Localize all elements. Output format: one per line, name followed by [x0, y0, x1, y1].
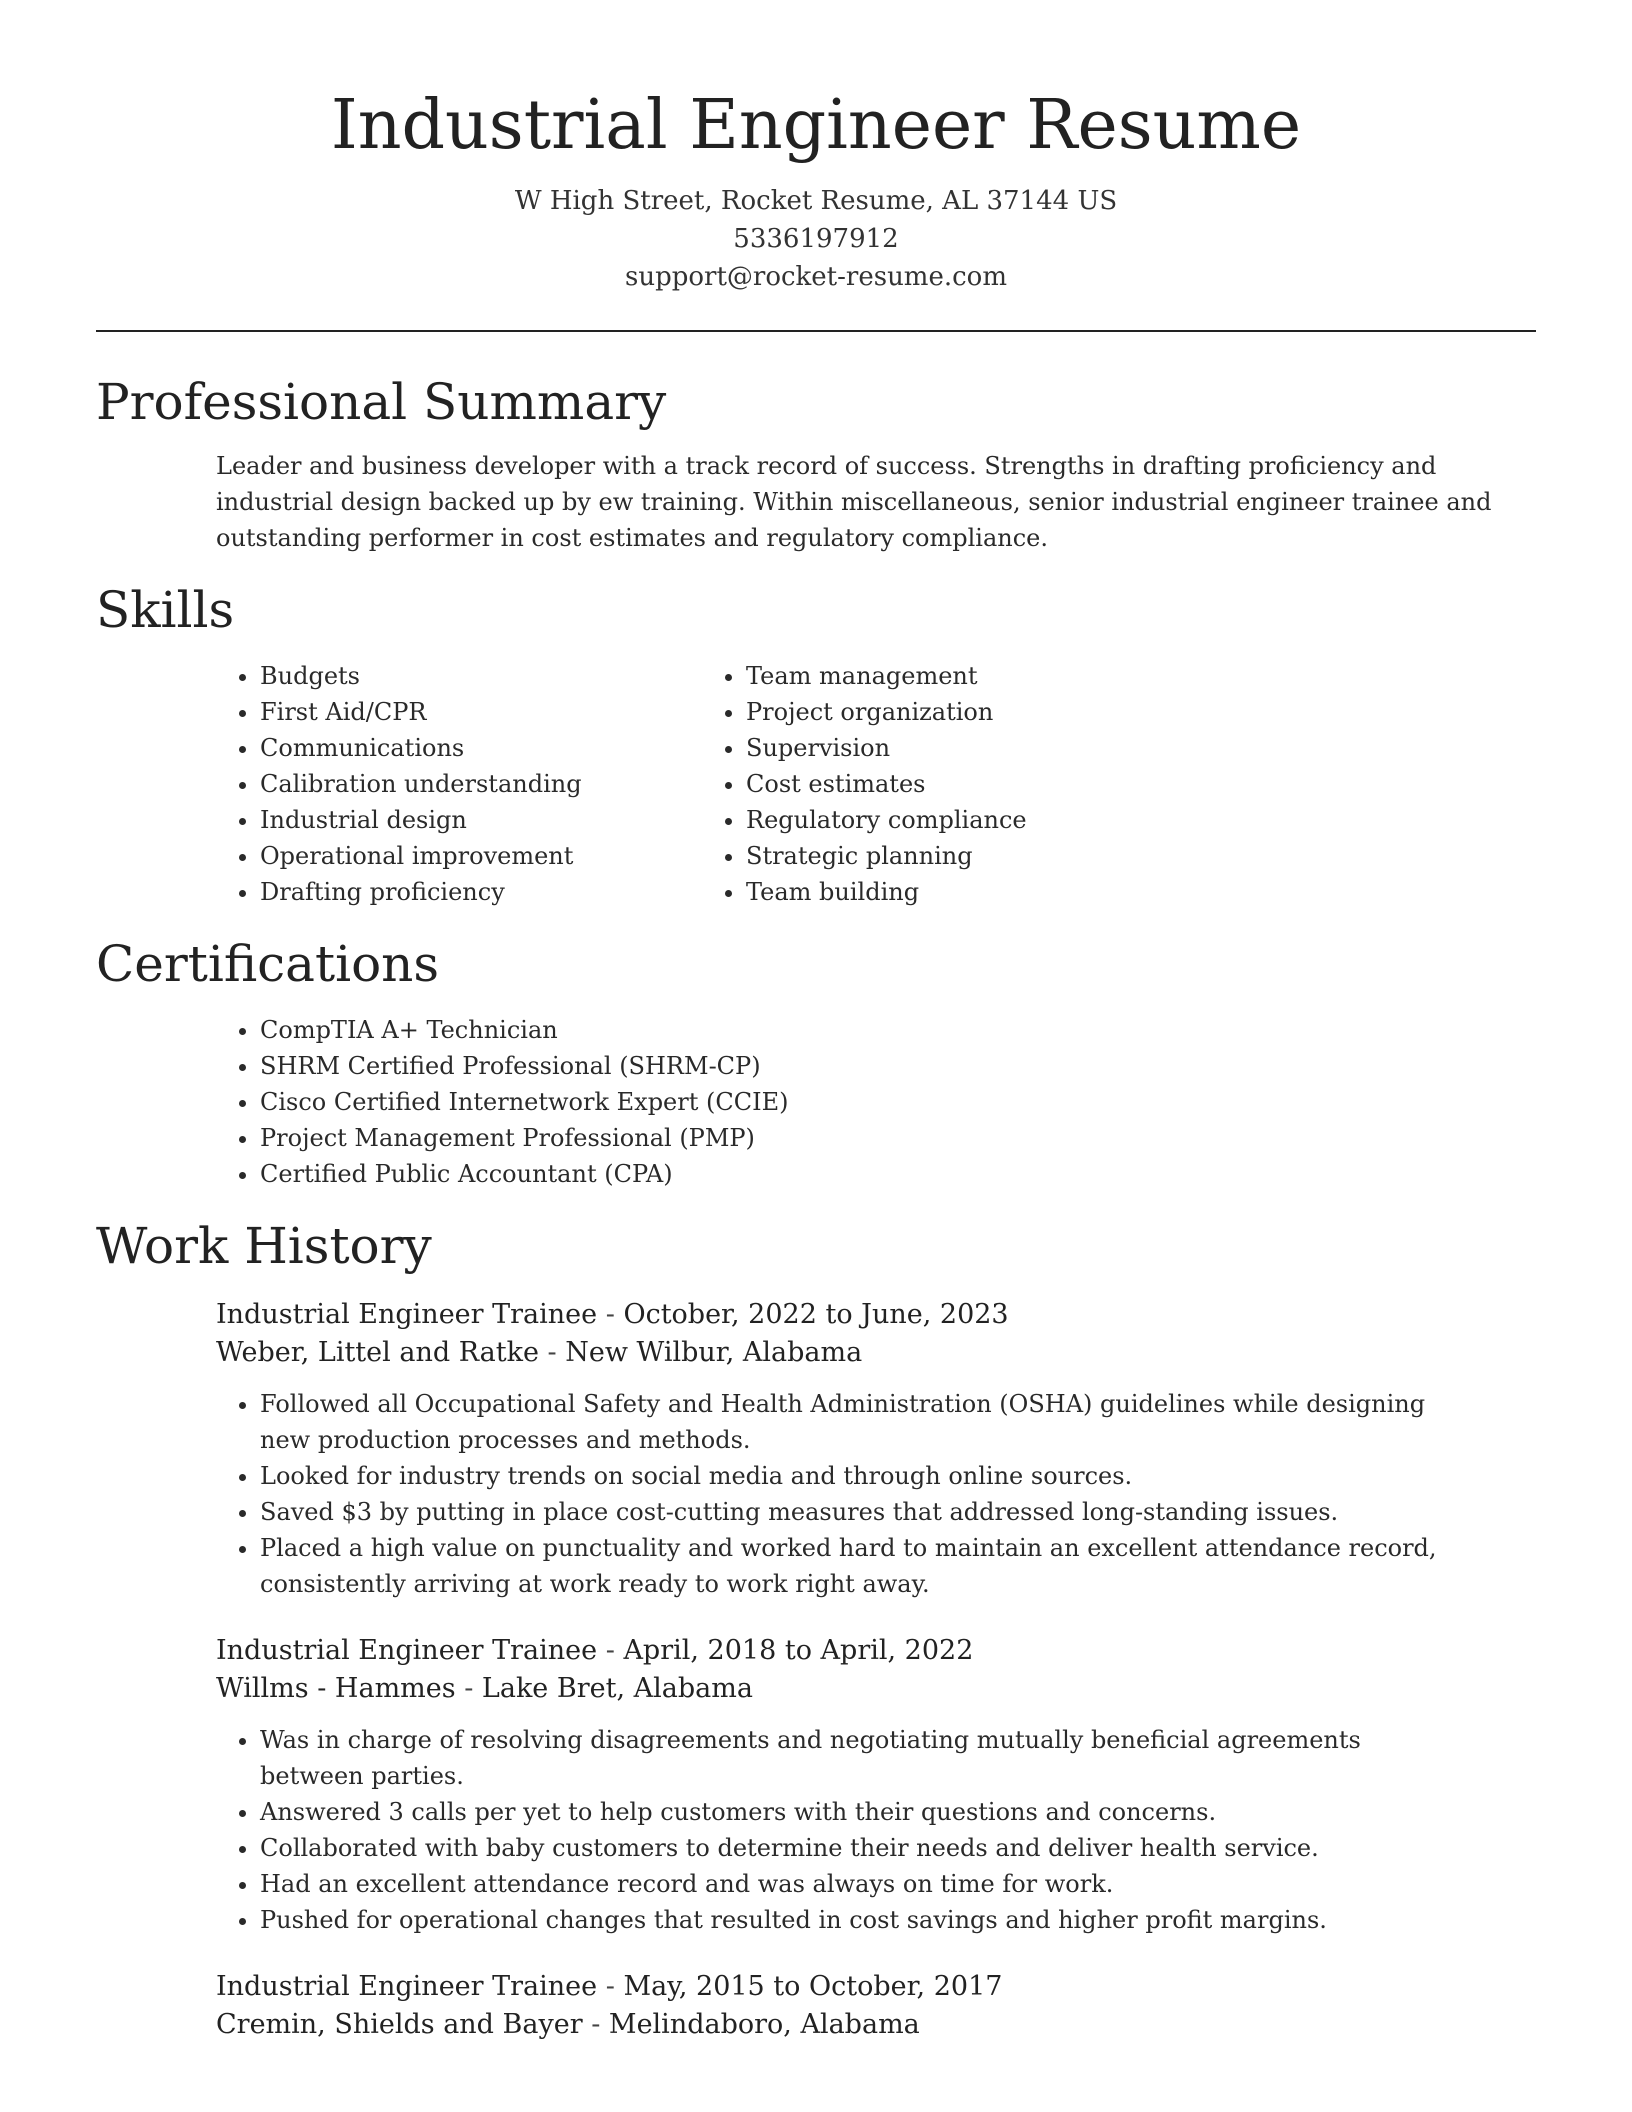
job-separator: -	[455, 1673, 482, 1704]
skill-item: • Strategic planning	[746, 838, 1396, 874]
contact-block	[96, 182, 1536, 296]
job-company-line	[216, 1670, 1536, 1708]
job-entry	[216, 1296, 1536, 1602]
skill-item: • Operational improvement	[260, 838, 746, 874]
skills-left-list	[96, 658, 746, 910]
job-separator: -	[597, 1971, 624, 2002]
skill-item: • Drafting proficiency	[260, 874, 746, 910]
header-divider	[96, 330, 1536, 332]
job-company: Willms - Hammes	[216, 1673, 456, 1704]
job-bullet: • Saved $3 by putting in place cost-cutting measures that addressed long-standing issues.	[260, 1494, 1446, 1530]
certifications-heading: Certifications	[96, 935, 440, 993]
job-bullet: • Collaborated with baby customers to determine their needs and deliver health service.	[260, 1830, 1446, 1866]
skills-right-list	[746, 658, 1396, 910]
job-company-line	[216, 1334, 1536, 1372]
job-bullet: • Placed a high value on punctuality and worked hard to maintain an excellent attendance record, consistently arriving at work ready to work right away.	[260, 1530, 1446, 1602]
skill-item: • Project organization	[746, 694, 1396, 730]
summary-section	[96, 370, 1536, 556]
job-dates: April, 2018 to April, 2022	[623, 1635, 974, 1666]
skill-item: • First Aid/CPR	[260, 694, 746, 730]
skills-heading: Skills	[96, 581, 235, 639]
skill-item: • Team management	[746, 658, 1396, 694]
job-location: New Wilbur, Alabama	[565, 1337, 863, 1368]
job-list	[96, 1296, 1536, 2044]
job-bullet: • Looked for industry trends on social media and through online sources.	[260, 1458, 1446, 1494]
job-bullet: • Answered 3 calls per yet to help customers with their questions and concerns.	[260, 1794, 1446, 1830]
certification-item: • CompTIA A+ Technician	[260, 1012, 1536, 1048]
resume-title: Industrial Engineer Resume	[330, 86, 1302, 165]
job-title-line	[216, 1632, 1536, 1670]
job-bullets	[216, 1386, 1536, 1602]
summary-heading: Professional Summary	[96, 373, 667, 431]
skills-section	[96, 578, 1536, 910]
skills-columns	[96, 658, 1536, 910]
work-history-section	[96, 1214, 1536, 2044]
skill-item: • Cost estimates	[746, 766, 1396, 802]
skill-item: • Communications	[260, 730, 746, 766]
job-bullets	[216, 1722, 1536, 1938]
skill-item: • Industrial design	[260, 802, 746, 838]
job-company: Cremin, Shields and Bayer	[216, 2009, 583, 2040]
job-title-line	[216, 1296, 1536, 1334]
certification-item: • Project Management Professional (PMP)	[260, 1120, 1536, 1156]
summary-text: Leader and business developer with a track record of success. Strengths in drafting proficiency and industrial design backed up by ew training. Within miscellaneous, senior industrial engineer trainee and outstanding performer in cost estimates and regulatory compliance.	[216, 452, 1492, 552]
skill-item: • Team building	[746, 874, 1396, 910]
job-entry	[216, 1632, 1536, 1938]
job-role: Industrial Engineer Trainee	[216, 1971, 598, 2002]
job-separator: -	[538, 1337, 566, 1368]
certification-item: • Certified Public Accountant (CPA)	[260, 1156, 1536, 1192]
skill-item: • Budgets	[260, 658, 746, 694]
job-location: Melindaboro, Alabama	[608, 2009, 920, 2040]
job-separator: -	[582, 2009, 609, 2040]
job-company-line	[216, 2006, 1536, 2044]
job-company: Weber, Littel and Ratke	[216, 1337, 539, 1368]
job-dates: May, 2015 to October, 2017	[623, 1971, 1003, 2002]
job-separator: -	[597, 1635, 624, 1666]
job-separator: -	[597, 1299, 624, 1330]
skill-item: • Supervision	[746, 730, 1396, 766]
job-bullet: • Pushed for operational changes that resulted in cost savings and higher profit margins.	[260, 1902, 1446, 1938]
contact-email: support@rocket-resume.com	[624, 262, 1007, 292]
work-history-heading: Work History	[96, 1217, 432, 1275]
job-role: Industrial Engineer Trainee	[216, 1299, 598, 1330]
certifications-section	[96, 932, 1536, 1192]
job-bullet: • Had an excellent attendance record and was always on time for work.	[260, 1866, 1446, 1902]
job-entry	[216, 1968, 1536, 2044]
contact-phone: 5336197912	[733, 224, 899, 254]
job-dates: October, 2022 to June, 2023	[623, 1299, 1009, 1330]
contact-address: W High Street, Rocket Resume, AL 37144 US	[514, 186, 1118, 216]
job-bullet: • Was in charge of resolving disagreements and negotiating mutually beneficial agreements between parties.	[260, 1722, 1446, 1794]
job-title-line	[216, 1968, 1536, 2006]
certification-item: • Cisco Certified Internetwork Expert (CCIE)	[260, 1084, 1536, 1120]
job-bullet: • Followed all Occupational Safety and Health Administration (OSHA) guidelines while designing new production processes and methods.	[260, 1386, 1446, 1458]
job-role: Industrial Engineer Trainee	[216, 1635, 598, 1666]
job-location: Lake Bret, Alabama	[481, 1673, 753, 1704]
resume-header	[96, 0, 1536, 296]
skill-item: • Regulatory compliance	[746, 802, 1396, 838]
certifications-list	[96, 1012, 1536, 1192]
certification-item: • SHRM Certified Professional (SHRM-CP)	[260, 1048, 1536, 1084]
skill-item: • Calibration understanding	[260, 766, 746, 802]
